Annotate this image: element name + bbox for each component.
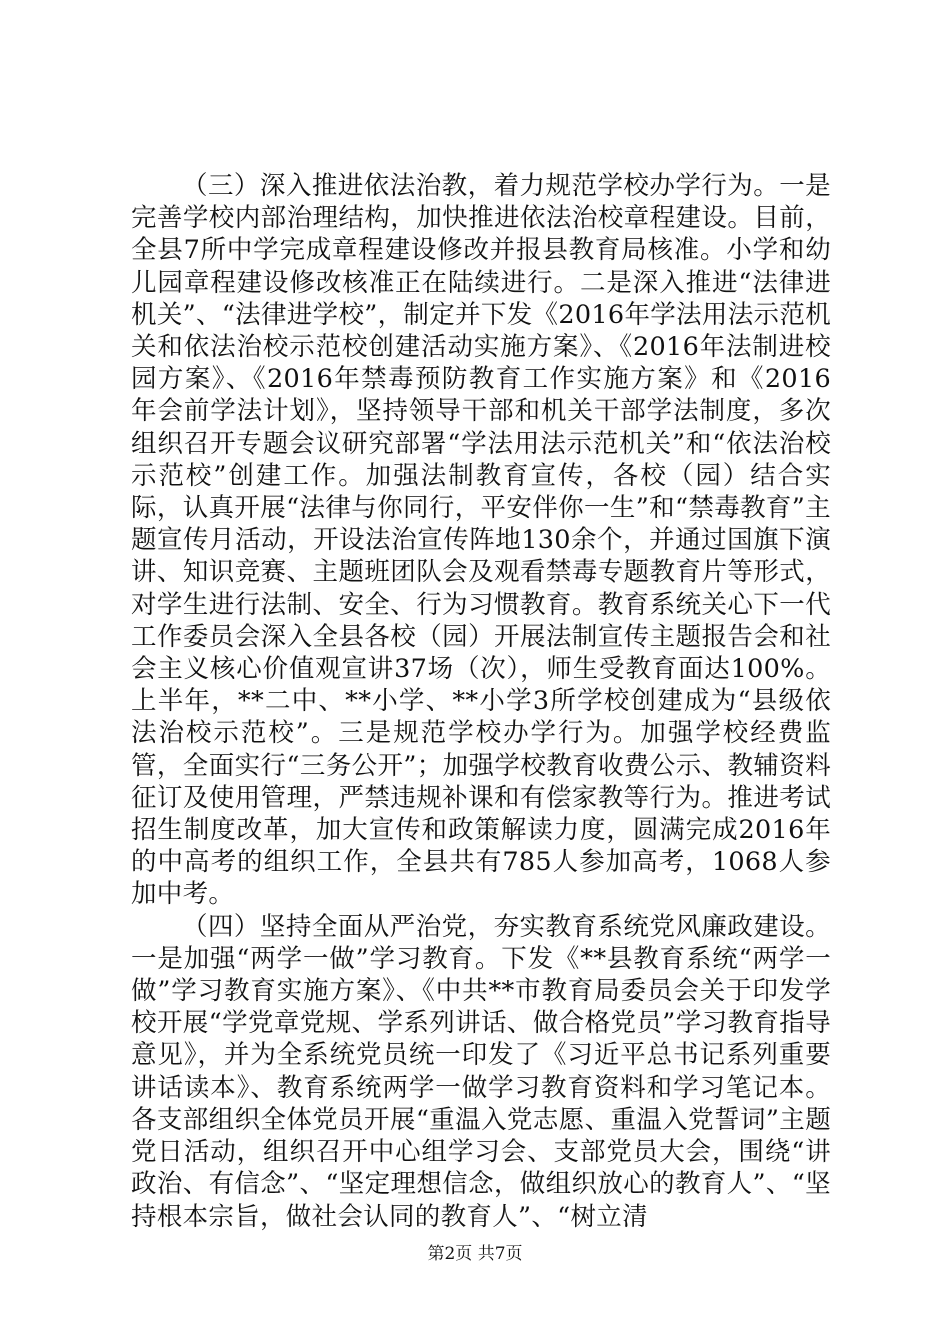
paragraph-section-4: （四）坚持全面从严治党，夯实教育系统党风廉政建设。一是加强“两学一做”学习教育。下发《**县教育系统“两学一做”学习教育实施方案》、《中共**市教育局委员会关于印发学校开展“学党章党规、学系列讲话、做合格党员”学习教育指导意见》，并为全系统党员统一印发了《习近平总书记系列重要讲话读本》、教育系统两学一做学习教育资料和学习笔记本。各支部组织全体党员开展“重温入党志愿、重温入党誓词”主题党日活动，组织召开中心组学习会、支部党员大会，围绕“讲政治、有信念”、“坚定理想信念，做组织放心的教育人”、“坚持根本宗旨，做社会认同的教育人”、“树立清: [131, 911, 831, 1232]
page-number-footer: 第2页 共7页: [427, 1244, 523, 1264]
paragraph-section-3: （三）深入推进依法治教，着力规范学校办学行为。一是完善学校内部治理结构，加快推进依法治校章程建设。目前，全县7所中学完成章程建设修改并报县教育局核准。小学和幼儿园章程建设修改核准正在陆续进行。二是深入推进“法律进机关”、“法律进学校”，制定并下发《2016年学法用法示范机关和依法治校示范校创建活动实施方案》、《2016年法制进校园方案》、《2016年禁毒预防教育工作实施方案》和《2016年会前学法计划》，坚持领导干部和机关干部学法制度，多次组织召开专题会议研究部署“学法用法示范机关”和“依法治校示范校”创建工作。加强法制教育宣传，各校（园）结合实际，认真开展“法律与你同行，平安伴你一生”和“禁毒教育”主题宣传月活动，开设法治宣传阵地130余个，并通过国旗下演讲、知识竞赛、主题班团队会及观看禁毒专题教育片等形式，对学生进行法制、安全、行为习惯教育。教育系统关心下一代工作委员会深入全县各校（园）开展法制宣传主题报告会和社会主义核心价值观宣讲37场（次），师生受教育面达100%。上半年，**二中、**小学、**小学3所学校创建成为“县级依法治校示范校”。三是规范学校办学行为。加强学校经费监管，全面实行“三务公开”；加强学校教育收费公示、教辅资料征订及使用管理，严禁违规补课和有偿家教等行为。推进考试招生制度改革，加大宣传和政策解读力度，圆满完成2016年的中高考的组织工作，全县共有785人参加高考，1068人参加中考。: [131, 171, 831, 910]
document-body: [131, 170, 831, 1233]
